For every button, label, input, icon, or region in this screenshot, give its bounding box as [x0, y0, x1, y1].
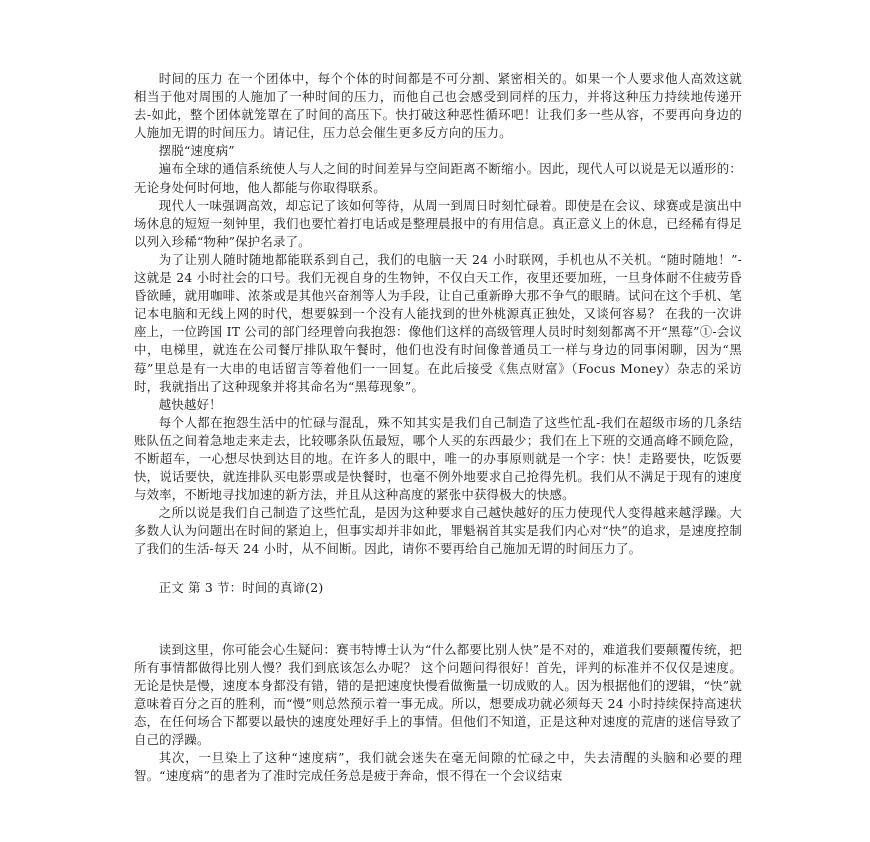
paragraph: 现代人一味强调高效，却忘记了该如何等待，从周一到周日时刻忙碌着。即使是在会议、球赛或是演出中场休息的短短一刻钟里，我们也要忙着打电话或是整理晨报中的有用信息。真正意义上的休息，已经稀有得足以列入珍稀“物种”保护名录了。: [134, 197, 742, 249]
spacer: [134, 597, 742, 641]
section-title: 正文 第 3 节：时间的真谛(2): [158, 579, 324, 595]
paragraph: 时间的压力 在一个团体中，每个个体的时间都是不可分割、紧密相关的。如果一个人要求他人高效这就相当于他对周围的人施加了一种时间的压力，而他自己也会感受到同样的压力，并将这种压力持续地传递开去-如此，整个团体就笼罩在了时间的高压下。快打破这种恶性循环吧！让我们多一些从容，不要再向身边的人施加无谓的时间压力。请记住，压力总会催生更多反方向的压力。: [134, 71, 742, 141]
paragraph: 为了让别人随时随地都能联系到自己，我们的电脑一天 24 小时联网，手机也从不关机。“随时随地！”-这就是 24 小时社会的口号。我们无视自身的生物钟，不仅白天工作，夜里还要加班，一旦身体耐不住疲劳昏昏欲睡，就用咖啡、浓茶或是其他兴奋剂等人为手段，让自己重新睁大那不争气的眼睛。试问在这个手机、笔记本电脑和无线上网的时代，想要躲到一个没有人能找到的世外桃源真正独处，又谈何容易？ 在我的一次讲座上，一位跨国 IT 公司的部门经理曾向我抱怨：像他们这样的高级管理人员时时刻刻都离不开“黑莓”①-会议中，电梯里，就连在公司餐厅排队取午餐时，他们也没有时间像普通员工一样与身边的同事闲聊，因为“黑莓”里总是有一大串的电话留言等着他们一一回复。在此后接受《焦点财富》（Focus Money）杂志的采访时，我就指出了这种现象并将其命名为“黑莓现象”。: [134, 251, 742, 394]
paragraph: 读到这里，你可能会心生疑问：赛韦特博士认为“什么都要比别人快”是不对的，难道我们要颠覆传统，把所有事情都做得比别人慢？我们到底该怎么办呢？ 这个问题问得很好！首先，评判的标准并不仅仅是速度。无论是快是慢，速度本身都没有错，错的是把速度快慢看做衡量一切成败的人。因为根据他们的逻辑，“快”就意味着百分之百的胜利，而“慢”则总然预示着一事无成。所以，想要成功就必须每天 24 小时持续保持高速状态，在任何场合下都要以最快的速度处理好手上的事情。但他们不知道，正是这种对速度的荒唐的迷信导致了自己的浮躁。: [134, 641, 742, 748]
paragraph: 每个人都在抱怨生活中的忙碌与混乱，殊不知其实是我们自己制造了这些忙乱-我们在超级市场的几条结账队伍之间着急地走来走去，比较哪条队伍最短，哪个人买的东西最少；我们在上下班的交通高峰不顾危险，不断超车，一心想尽快到达目的地。在许多人的眼中，唯一的办事原则就是一个字：快！走路要快，吃饭要快，说话要快，就连排队买电影票或是快餐时，也毫不例外地要求自己抢得先机。我们从不满足于现有的速度与效率，不断地寻找加速的新方法，并且从这种高度的紧张中获得极大的快感。: [134, 414, 742, 503]
document-body-part2: [134, 641, 742, 786]
subheading: 越快越好！: [158, 396, 222, 412]
document-body-part1: [134, 70, 742, 559]
paragraph: 之所以说是我们自己制造了这些忙乱，是因为这种要求自己越快越好的压力使现代人变得越来越浮躁。大多数人认为问题出在时间的紧迫上，但事实却并非如此，罪魁祸首其实是我们内心对“快”的追求，是速度控制了我们的生活-每天 24 小时，从不间断。因此，请你不要再给自己施加无谓的时间压力了。: [134, 505, 742, 557]
document-page: [134, 70, 742, 785]
subheading: 摆脱“速度病”: [158, 143, 235, 159]
paragraph: 遍布全球的通信系统使人与人之间的时间差异与空间距离不断缩小。因此，现代人可以说是无以遁形的：无论身处何时何地，他人都能与你取得联系。: [134, 161, 742, 195]
paragraph: 其次，一旦染上了这种“速度病”，我们就会迷失在毫无间隙的忙碌之中，失去清醒的头脑和必要的理智。“速度病”的患者为了准时完成任务总是疲于奔命，恨不得在一个会议结束: [134, 750, 742, 784]
